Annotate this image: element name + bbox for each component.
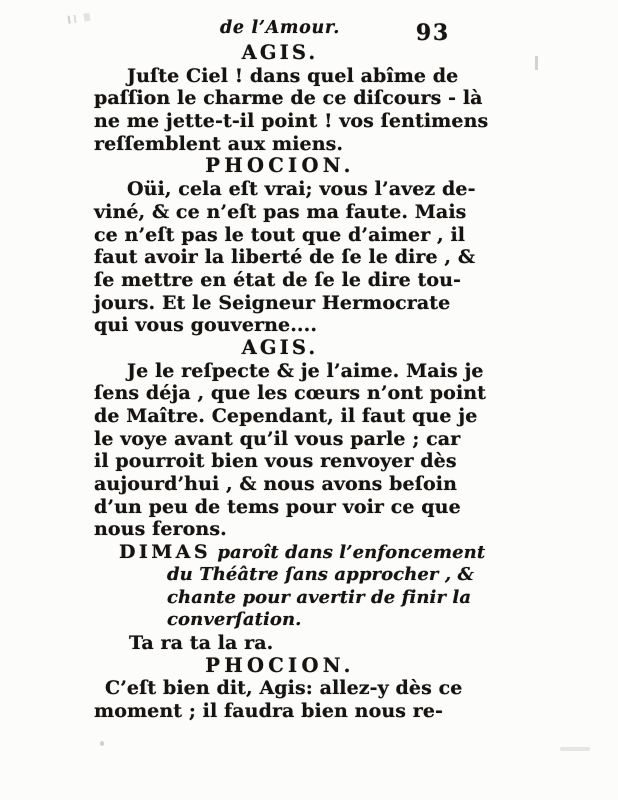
speech-heading: PHOCION. (205, 653, 355, 677)
scan-smudge (68, 12, 95, 24)
text-line: viné, & ce n’eſt pas ma faute. Mais (94, 200, 467, 223)
stage-direction: chante pour avertir de finir la (167, 586, 472, 608)
speech-heading: AGIS. (241, 41, 319, 64)
speech-heading: PHOCION. (205, 154, 355, 178)
page-header (94, 18, 466, 46)
text-line: Je le reſpecte & je l’aime. Mais je (127, 359, 484, 382)
text-line: le voye avant qu’il vous parle ; car (94, 427, 461, 450)
text-line: Juſte Ciel ! dans quel abîme de (127, 64, 459, 87)
text-line: faut avoir la liberté de ſe le dire , & (94, 246, 476, 269)
text-line: ſe mettre en état de ſe le dire tou- (94, 268, 461, 291)
text-line: ce n’eſt pas le tout que d’aimer , il (94, 223, 466, 246)
scan-artifact-dash (535, 56, 538, 70)
stage-direction: converſation. (167, 609, 302, 631)
text-line: ſens déja , que les cœurs n’ont point (94, 382, 487, 405)
text-line: Oüi, cela eſt vrai; vous l’avez de- (127, 178, 476, 201)
text-line: C’eſt bien dit, Agis: allez-y dès ce (105, 677, 463, 700)
text-line: de Maître. Cependant, il faut que je (94, 405, 478, 427)
speech-heading: AGIS. (241, 335, 319, 359)
text-line: il pourroit bien vous renvoyer dès (94, 450, 457, 473)
text-line: aujourd’hui , & nous avons beſoin (94, 473, 458, 496)
text-line: qui vous gouverne.... (94, 314, 318, 337)
text-line: ne me jette-t-il point ! vos ſentimens (94, 110, 489, 133)
text-line: d’un peu de tems pour voir ce que (94, 495, 461, 518)
text-line: nous ferons. (94, 518, 227, 541)
text-line: paſſion le charme de ce diſcours - là (94, 87, 483, 110)
page-number: 93 (415, 20, 450, 46)
stage-direction: du Théâtre ſans approcher , & (167, 563, 474, 585)
text-lines (94, 41, 489, 723)
text-line: moment ; il faudra bien nous re- (94, 699, 444, 722)
stage-direction-text: paroît dans l’enfoncement (217, 542, 486, 564)
running-header: de l’Amour. (219, 18, 341, 38)
text-line: reſſemblent aux miens. (94, 132, 344, 155)
speaker-name: DIMAS (119, 541, 211, 564)
scan-artifact-dot (100, 741, 104, 746)
text-line: jours. Et le Seigneur Hermocrate (94, 291, 451, 314)
scan-smudge (560, 747, 590, 751)
text-line: Ta ra ta la ra. (129, 631, 274, 654)
book-page (94, 18, 489, 723)
stage-direction (94, 541, 486, 564)
